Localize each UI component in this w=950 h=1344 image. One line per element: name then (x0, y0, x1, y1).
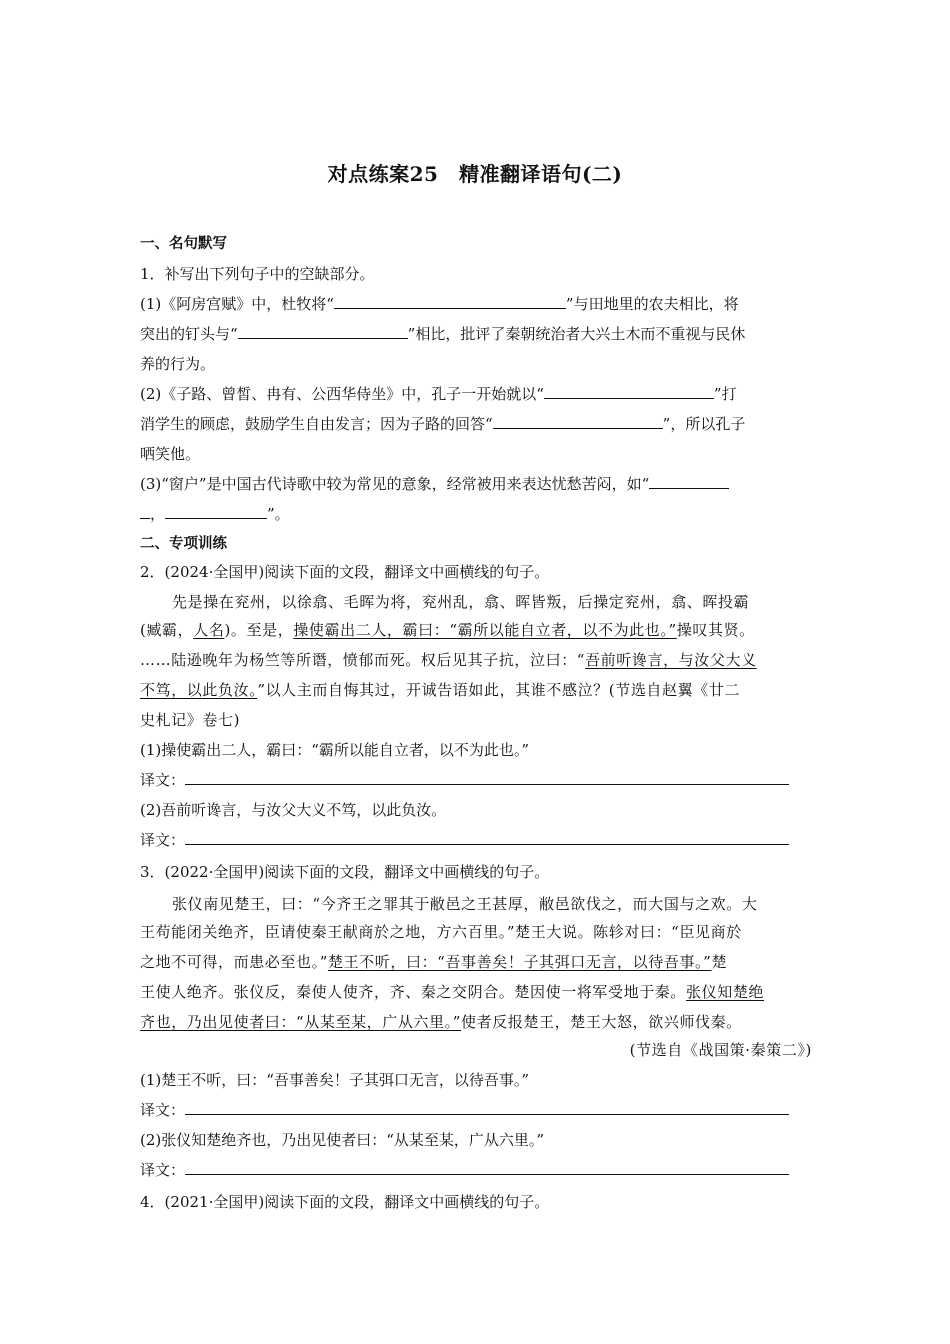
q1-p3-text-c: ， (150, 505, 166, 523)
q2-text: 人名 (193, 621, 225, 639)
q3-passage-line4 (140, 982, 812, 1002)
fill-blank[interactable] (165, 504, 267, 519)
q3-text: 使者反报楚王，楚王大怒，欲兴师伐秦。 (461, 1013, 742, 1031)
q1-p1-text-a: (1)《阿房宫赋》中，杜牧将“ (140, 295, 334, 313)
q2-text: )。至是， (224, 621, 294, 639)
answer-label: 译文： (140, 831, 186, 849)
q3-passage-line5 (140, 1012, 812, 1032)
q3-text: 楚 (711, 953, 728, 971)
section-heading-1: 一、名句默写 (140, 236, 227, 252)
q2-text: ……陆逊晚年为杨竺等所谮，愤郁而死。权后见其子抗，泣曰：“ (140, 651, 586, 669)
q3-text: 王使人绝齐。张仪反，秦使人使齐，齐、秦之交阴合。楚因使一将军受地于秦。 (140, 983, 687, 1001)
q2-text: (臧霸， (140, 621, 194, 639)
q1-part1-line3: 养的行为。 (140, 355, 216, 373)
section-heading-2: 二、专项训练 (140, 536, 227, 552)
q2-text: 操叹其贤。 (676, 621, 755, 639)
fill-blank[interactable] (334, 294, 566, 309)
q2-underlined-sentence-2: 吾前听谗言，与汝父大义 (585, 651, 757, 669)
q1-part2-line3: 哂笑他。 (140, 445, 201, 463)
q1-part2-line2 (140, 414, 812, 434)
q2-sentence-1: (1)操使霸出二人，霸曰：“霸所以能自立者，以不为此也。” (140, 741, 530, 759)
question-4-intro: 4．(2021·全国甲)阅读下面的文段，翻译文中画横线的句子。 (140, 1193, 550, 1211)
answer-label: 译文： (140, 1101, 186, 1119)
q3-text: 之地不可得，而患必至也。” (140, 953, 328, 971)
q1-p1-text-c: 突出的钉头与“ (140, 325, 238, 343)
q2-passage-line3 (140, 650, 812, 670)
question-3-intro: 3．(2022·全国甲)阅读下面的文段，翻译文中画横线的句子。 (140, 863, 550, 881)
answer-input-line[interactable] (185, 770, 789, 785)
q1-part1-line1 (140, 294, 812, 314)
q2-answer-1 (140, 770, 812, 790)
fill-blank[interactable] (544, 384, 714, 399)
q3-underlined-sentence-1: 楚王不听，曰：“吾事善矣！子其弭口无言，以待吾事。” (327, 953, 712, 971)
q1-part3-line2 (140, 504, 812, 524)
page-title: 对点练案25 精准翻译语句(二) (327, 162, 623, 186)
answer-input-line[interactable] (185, 1160, 789, 1175)
q3-source: (节选自《战国策·秦策二》) (629, 1041, 812, 1059)
q1-p2-text-a: (2)《子路、曾皙、冉有、公西华侍坐》中，孔子一开始就以“ (140, 385, 544, 403)
q2-sentence-2: (2)吾前听谗言，与汝父大义不笃，以此负汝。 (140, 801, 447, 819)
fill-blank[interactable] (649, 474, 729, 489)
q3-passage-line3 (140, 952, 812, 972)
fill-blank[interactable] (140, 504, 150, 519)
question-2-intro: 2．(2024·全国甲)阅读下面的文段，翻译文中画横线的句子。 (140, 563, 550, 581)
question-1-intro: 1．补写出下列句子中的空缺部分。 (140, 265, 375, 283)
q1-p3-text-d: ”。 (267, 505, 290, 523)
answer-input-line[interactable] (185, 830, 789, 845)
q3-passage-line2: 王苟能闭关绝齐，臣请使秦王献商於之地，方六百里。”楚王大说。陈轸对曰：“臣见商於 (140, 923, 742, 941)
fill-blank[interactable] (238, 324, 408, 339)
q3-sentence-1: (1)楚王不听，曰：“吾事善矣！子其弭口无言，以待吾事。” (140, 1071, 530, 1089)
answer-input-line[interactable] (185, 1100, 789, 1115)
fill-blank[interactable] (493, 414, 663, 429)
q2-underlined-sentence-1: 操使霸出二人，霸曰：“霸所以能自立者，以不为此也。” (293, 621, 677, 639)
q2-answer-2 (140, 830, 812, 850)
q3-answer-2 (140, 1160, 812, 1180)
q2-passage-line4 (140, 680, 812, 700)
answer-label: 译文： (140, 771, 186, 789)
q1-p2-text-d: ”，所以孔子 (662, 415, 746, 433)
q3-passage-line1: 张仪南见楚王，曰：“今齐王之罪其于敝邑之王甚厚，敝邑欲伐之，而大国与之欢。大 (172, 895, 758, 913)
q3-underlined-sentence-2-cont: 齐也，乃出见使者曰：“从某至某，广从六里。” (140, 1013, 462, 1031)
answer-label: 译文： (140, 1161, 186, 1179)
q2-underlined-sentence-2-cont: 不笃，以此负汝。 (140, 681, 258, 699)
q2-passage-line2 (140, 620, 812, 640)
q2-text: ”以人主而自悔其过，开诚告语如此，其谁不感泣？(节选自赵翼《廿二 (257, 681, 741, 699)
q2-passage-line1: 先是操在兖州，以徐翕、毛晖为将，兖州乱，翕、晖皆叛，后操定兖州，翕、晖投霸 (172, 593, 750, 611)
q3-answer-1 (140, 1100, 812, 1120)
q1-p2-text-c: 消学生的顾虑，鼓励学生自由发言；因为子路的回答“ (140, 415, 493, 433)
q1-part1-line2 (140, 324, 812, 344)
q3-sentence-2: (2)张仪知楚绝齐也，乃出见使者曰：“从某至某，广从六里。” (140, 1131, 545, 1149)
q1-p1-text-b: ”与田地里的农夫相比，将 (565, 295, 739, 313)
q3-underlined-sentence-2: 张仪知楚绝 (686, 983, 765, 1001)
q1-part3-line1 (140, 474, 812, 494)
q1-p3-text-a: (3)“窗户”是中国古代诗歌中较为常见的意象，经常被用来表达忧愁苦闷，如“ (140, 475, 650, 493)
q1-p1-text-d: ”相比，批评了秦朝统治者大兴土木而不重视与民休 (407, 325, 746, 343)
q2-passage-line5: 史札记》卷七) (140, 711, 241, 729)
q1-p2-text-b: ”打 (713, 385, 737, 403)
q1-part2-line1 (140, 384, 812, 404)
